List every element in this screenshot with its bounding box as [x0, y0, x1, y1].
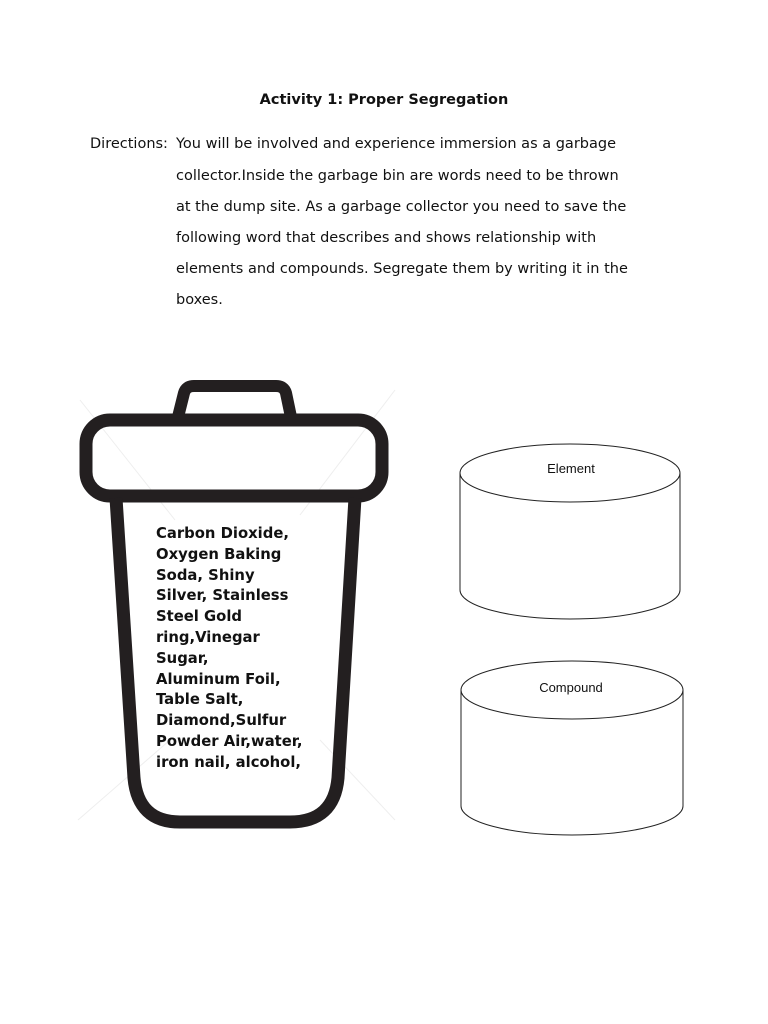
bin-word-list: Carbon Dioxide, Oxygen Baking Soda, Shiny Silver, Stainless Steel Gold ring,Vinegar Sugar, Aluminum Foil, Table Salt, Diamond,Sulfur Powder Air,water, iron nail, alcohol, [156, 525, 303, 771]
directions-line: following word that describes and shows relationship with [176, 230, 597, 246]
directions-line: You will be involved and experience immersion as a garbage [176, 136, 616, 152]
compound-box-label: Compound [539, 680, 603, 695]
directions-label: Directions: [90, 136, 168, 152]
element-box-label: Element [547, 461, 595, 476]
directions-line: at the dump site. As a garbage collector you need to save the [176, 199, 627, 215]
directions-line: collector.Inside the garbage bin are words need to be thrown [176, 168, 619, 184]
activity-title: Activity 1: Proper Segregation [259, 92, 509, 108]
directions-line: boxes. [176, 292, 223, 308]
directions-line: elements and compounds. Segregate them by writing it in the [176, 261, 628, 277]
